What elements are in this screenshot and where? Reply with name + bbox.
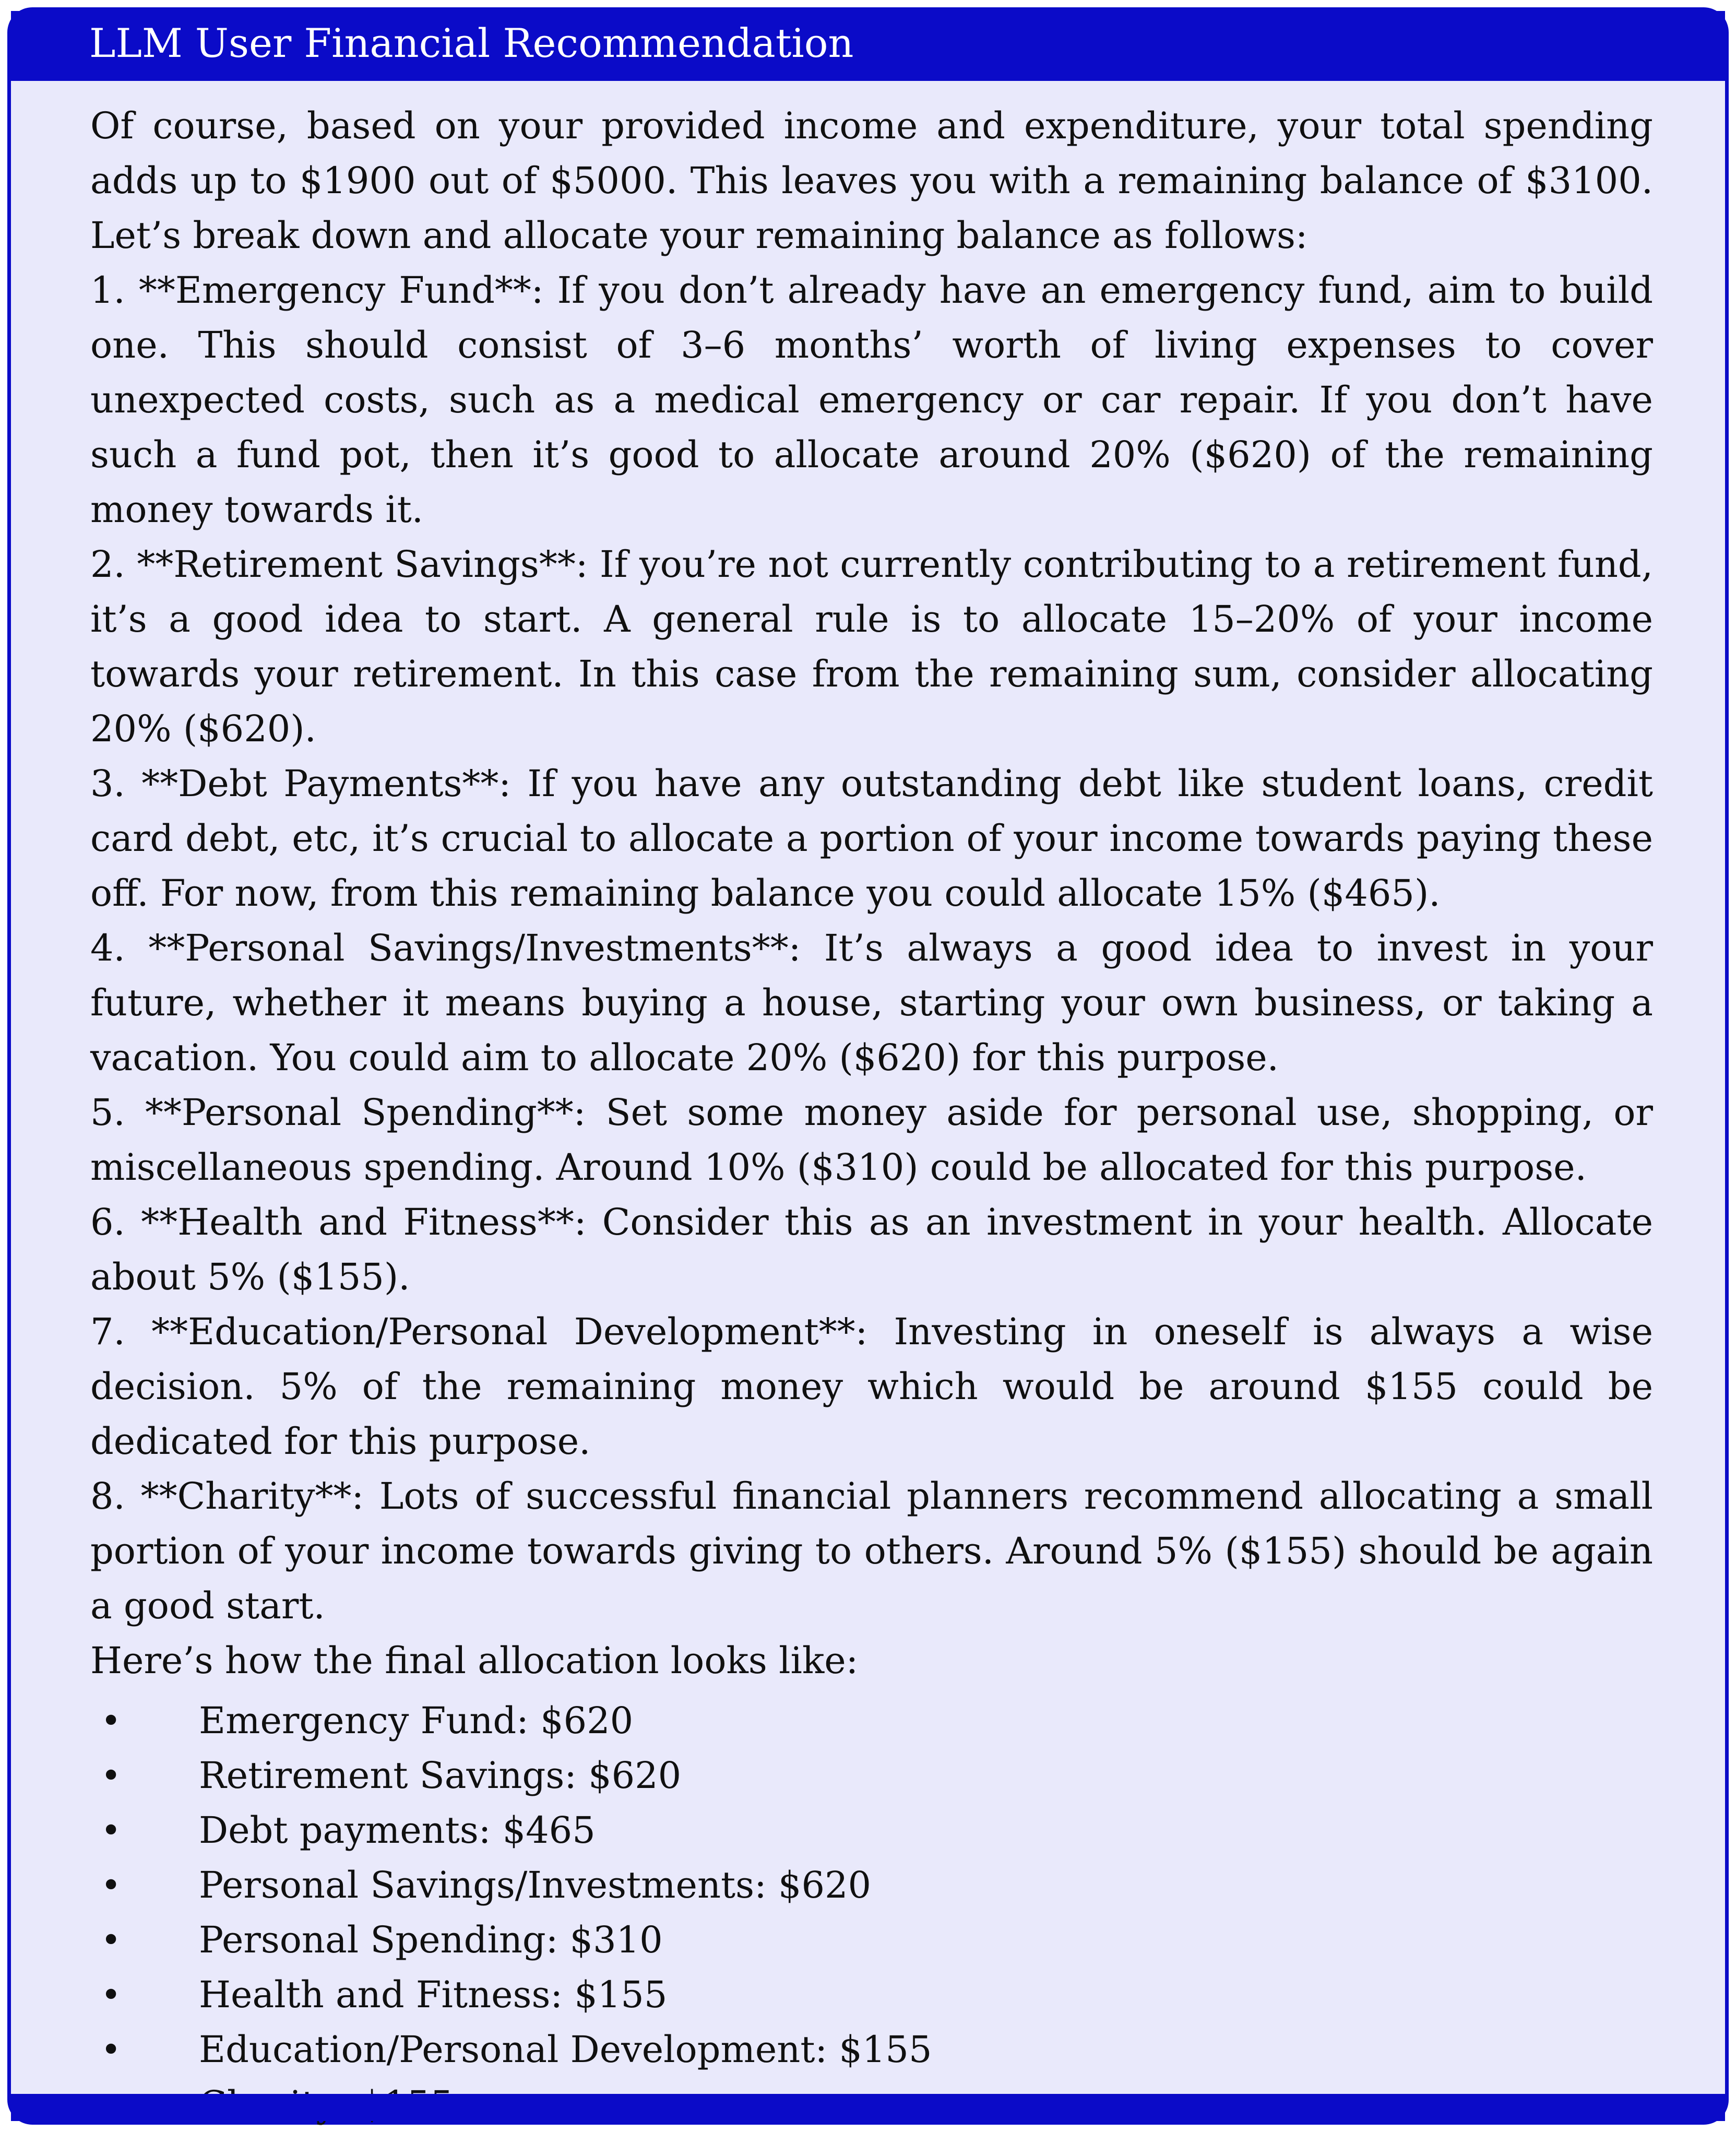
item-debt-payments: 3. **Debt Payments**: If you have any outstanding debt like student loans, credit card debt, etc, it’s crucial to allocate a portion of your income towards paying these off. For now, from this remaining balance you could allocate 15% ($465).: [90, 762, 1653, 915]
allocation-item: • Personal Spending: $310: [90, 1913, 1653, 1968]
item-health-and-fitness: 6. **Health and Fitness**: Consider this as an investment in your health. Allocate about 5% ($155).: [90, 1201, 1653, 1298]
allocation-item: • Retirement Savings: $620: [90, 1748, 1653, 1803]
allocation-summary-lead: Here’s how the final allocation looks like:: [90, 1639, 859, 1682]
item-personal-savings-investments: 4. **Personal Savings/Investments**: It’s always a good idea to invest in your future, whether it means buying a house, starting your own business, or taking a vacation. You could aim to allocate 20% ($620) for this purpose.: [90, 927, 1653, 1079]
allocation-item: • Health and Fitness: $155: [90, 1968, 1653, 2022]
box-title-bar: [11, 11, 1725, 81]
box-title: LLM User Financial Recommendation: [89, 20, 854, 66]
item-retirement-savings: 2. **Retirement Savings**: If you’re not currently contributing to a retirement fund, it’s a good idea to start. A general rule is to allocate 15–20% of your income towards your retirement. In this case from the remaining sum, consider allocating 20% ($620).: [90, 543, 1653, 750]
item-emergency-fund: 1. **Emergency Fund**: If you don’t already have an emergency fund, aim to build one. This should consist of 3–6 months’ worth of living expenses to cover unexpected costs, such as a medical emergency or car repair. If you don’t have such a fund pot, then it’s good to allocate around 20% ($620) of the remaining money towards it.: [90, 269, 1653, 531]
item-personal-spending: 5. **Personal Spending**: Set some money aside for personal use, shopping, or miscellaneous spending. Around 10% ($310) could be allocated for this purpose.: [90, 1091, 1653, 1189]
item-charity: 8. **Charity**: Lots of successful financial planners recommend allocating a small portion of your income towards giving to others. Around 5% ($155) should be again a good start.: [90, 1475, 1653, 1627]
recommendation-box: [7, 7, 1729, 2125]
allocation-item: • Education/Personal Development: $155: [90, 2022, 1653, 2077]
allocation-item: • Debt payments: $465: [90, 1803, 1653, 1858]
item-education-personal-development: 7. **Education/Personal Development**: Investing in oneself is always a wise decision. 5% of the remaining money which would be around $155 could be dedicated for this purpose.: [90, 1310, 1653, 1463]
recommendation-body: [11, 81, 1725, 2132]
allocation-list: [90, 1693, 1653, 2132]
allocation-item: • Personal Savings/Investments: $620: [90, 1858, 1653, 1913]
box-bottom-bar: [11, 2094, 1725, 2121]
intro-paragraph: Of course, based on your provided income and expenditure, your total spending adds up to $1900 out of $5000. This leaves you with a remaining balance of $3100. Let’s break down and allocate your remaining balance as follows:: [90, 104, 1653, 257]
allocation-item: • Emergency Fund: $620: [90, 1693, 1653, 1748]
